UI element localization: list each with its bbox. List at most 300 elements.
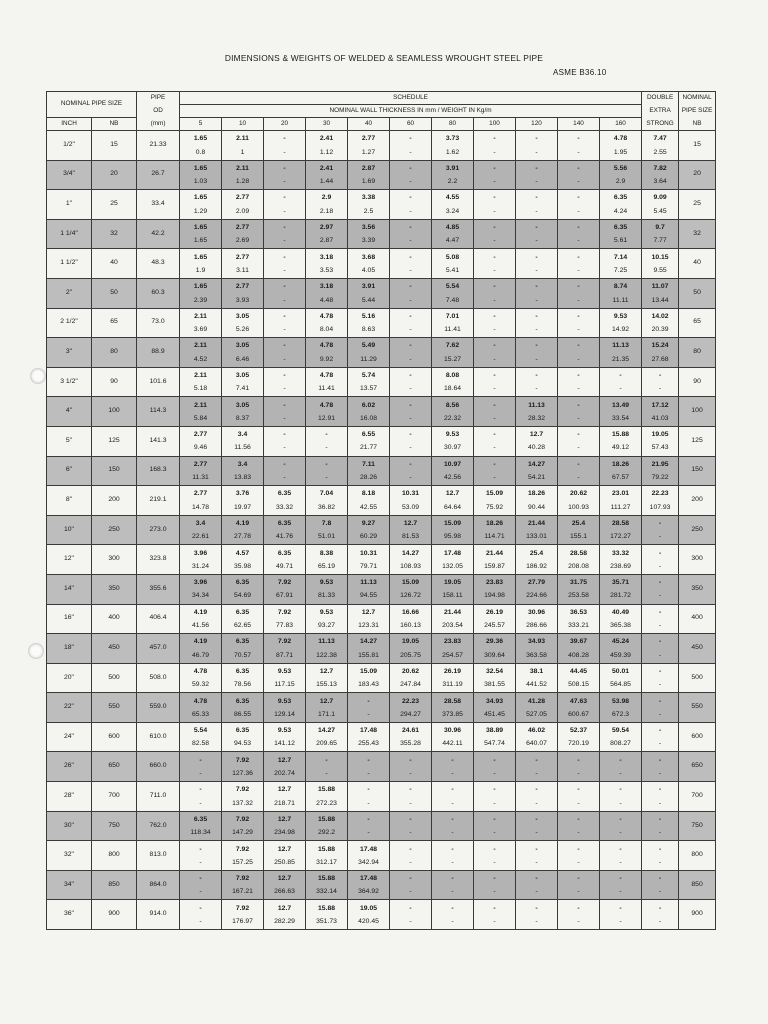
thickness-cell: -: [264, 426, 306, 442]
weight-cell: 155.13: [306, 679, 348, 693]
thickness-cell: -: [432, 782, 474, 798]
table-row: [47, 604, 716, 620]
weight-cell: -: [558, 916, 600, 930]
thickness-cell: 23.83: [474, 574, 516, 590]
weight-cell: 62.65: [222, 620, 264, 634]
weight-cell: 141.12: [264, 738, 306, 752]
od-cell: 48.3: [137, 249, 180, 279]
thickness-cell: -: [390, 752, 432, 768]
weight-cell: -: [348, 827, 390, 841]
thickness-cell: 4.78: [180, 663, 222, 679]
nb-cell: 400: [92, 604, 137, 634]
weight-cell: 49.12: [600, 442, 642, 456]
nb-cell: 250: [92, 515, 137, 545]
thickness-cell: -: [474, 870, 516, 886]
thickness-cell: -: [264, 338, 306, 354]
thickness-cell: 7.01: [432, 308, 474, 324]
inch-cell: 18": [47, 634, 92, 664]
weight-cell: -: [390, 886, 432, 900]
weight-cell: 114.71: [474, 531, 516, 545]
thickness-cell: 14.27: [306, 722, 348, 738]
thickness-cell: 19.05: [348, 900, 390, 916]
thickness-cell: 9.53: [264, 693, 306, 709]
od-cell: 406.4: [137, 604, 180, 634]
thickness-cell: -: [390, 397, 432, 413]
xs-weight-cell: -: [642, 857, 679, 871]
thickness-cell: -: [390, 841, 432, 857]
thickness-cell: 4.57: [222, 545, 264, 561]
weight-cell: 312.17: [306, 857, 348, 871]
weight-cell: 1.95: [600, 146, 642, 160]
thickness-cell: 8.38: [306, 545, 348, 561]
xs-weight-cell: -: [642, 649, 679, 663]
weight-cell: -: [180, 797, 222, 811]
nb-cell: 800: [92, 841, 137, 871]
thickness-cell: -: [390, 426, 432, 442]
thickness-cell: -: [474, 131, 516, 147]
thickness-cell: 26.19: [432, 663, 474, 679]
thickness-cell: -: [264, 190, 306, 206]
weight-cell: 1.65: [180, 235, 222, 249]
weight-cell: 5.44: [348, 294, 390, 308]
thickness-cell: 7.92: [222, 841, 264, 857]
od-cell: 813.0: [137, 841, 180, 871]
weight-cell: 286.66: [516, 620, 558, 634]
thickness-cell: -: [558, 811, 600, 827]
thickness-cell: 9.53: [306, 574, 348, 590]
thickness-cell: 14.27: [516, 456, 558, 472]
nb-cell: 650: [92, 752, 137, 782]
nominal-pipe-size-right-header-3: NB: [679, 118, 716, 131]
nb-right-cell: 300: [679, 545, 716, 575]
xs-thickness-cell: -: [642, 545, 679, 561]
weight-cell: 155.1: [558, 531, 600, 545]
schedule-col-header: 120: [516, 118, 558, 131]
od-cell: 610.0: [137, 722, 180, 752]
xs-weight-cell: 9.55: [642, 265, 679, 279]
weight-cell: -: [558, 353, 600, 367]
thickness-cell: 15.88: [306, 870, 348, 886]
weight-cell: -: [180, 886, 222, 900]
weight-cell: 159.87: [474, 561, 516, 575]
nb-right-cell: 500: [679, 663, 716, 693]
nb-cell: 15: [92, 131, 137, 161]
od-cell: 355.6: [137, 574, 180, 604]
inch-cell: 28": [47, 782, 92, 812]
weight-cell: -: [600, 886, 642, 900]
thickness-cell: 7.04: [306, 486, 348, 502]
table-row: [47, 456, 716, 472]
weight-cell: 2.2: [432, 176, 474, 190]
od-cell: 864.0: [137, 870, 180, 900]
thickness-cell: 3.4: [222, 456, 264, 472]
thickness-cell: -: [516, 308, 558, 324]
weight-cell: 60.29: [348, 531, 390, 545]
weight-cell: -: [474, 442, 516, 456]
table-row: [47, 338, 716, 354]
thickness-cell: -: [516, 782, 558, 798]
weight-cell: -: [390, 235, 432, 249]
inch-cell: 14": [47, 574, 92, 604]
xs-weight-cell: -: [642, 620, 679, 634]
thickness-cell: 31.75: [558, 574, 600, 590]
od-cell: 101.6: [137, 367, 180, 397]
weight-cell: 127.36: [222, 768, 264, 782]
thickness-cell: -: [600, 900, 642, 916]
thickness-cell: 4.85: [432, 219, 474, 235]
schedule-col-header: 30: [306, 118, 348, 131]
weight-cell: 2.9: [600, 176, 642, 190]
weight-cell: 3.69: [180, 324, 222, 338]
nb-cell: 500: [92, 663, 137, 693]
xs-thickness-cell: -: [642, 841, 679, 857]
thickness-cell: -: [390, 249, 432, 265]
weight-cell: 672.3: [600, 709, 642, 723]
xs-weight-cell: -: [642, 886, 679, 900]
inch-cell: 26": [47, 752, 92, 782]
thickness-cell: -: [474, 811, 516, 827]
thickness-cell: 2.11: [180, 367, 222, 383]
thickness-cell: 7.14: [600, 249, 642, 265]
od-cell: 26.7: [137, 160, 180, 190]
weight-cell: -: [474, 768, 516, 782]
weight-cell: 203.54: [432, 620, 474, 634]
thickness-cell: -: [264, 278, 306, 294]
weight-cell: 79.71: [348, 561, 390, 575]
xs-weight-cell: 27.68: [642, 353, 679, 367]
weight-cell: -: [474, 265, 516, 279]
weight-cell: 42.55: [348, 501, 390, 515]
thickness-cell: 2.77: [222, 190, 264, 206]
xs-weight-cell: -: [642, 768, 679, 782]
nb-cell: 32: [92, 219, 137, 249]
nb-right-cell: 20: [679, 160, 716, 190]
weight-cell: -: [432, 768, 474, 782]
weight-cell: -: [474, 205, 516, 219]
thickness-cell: 11.13: [516, 397, 558, 413]
thickness-cell: 7.11: [348, 456, 390, 472]
od-cell: 60.3: [137, 278, 180, 308]
weight-cell: 4.52: [180, 353, 222, 367]
thickness-cell: -: [390, 131, 432, 147]
weight-cell: 123.31: [348, 620, 390, 634]
thickness-cell: -: [180, 870, 222, 886]
od-cell: 711.0: [137, 782, 180, 812]
weight-cell: -: [390, 916, 432, 930]
weight-cell: 81.53: [390, 531, 432, 545]
nb-cell: 65: [92, 308, 137, 338]
weight-cell: 65.19: [306, 561, 348, 575]
nb-cell: 90: [92, 367, 137, 397]
thickness-cell: 21.44: [432, 604, 474, 620]
thickness-cell: 7.92: [264, 634, 306, 650]
nb-right-cell: 100: [679, 397, 716, 427]
thickness-cell: 7.92: [264, 574, 306, 590]
weight-cell: 7.25: [600, 265, 642, 279]
thickness-cell: 2.87: [348, 160, 390, 176]
weight-cell: 34.34: [180, 590, 222, 604]
thickness-cell: 2.77: [180, 456, 222, 472]
weight-cell: -: [516, 857, 558, 871]
xs-thickness-cell: 21.95: [642, 456, 679, 472]
weight-cell: -: [348, 797, 390, 811]
weight-cell: -: [558, 205, 600, 219]
weight-cell: 3.39: [348, 235, 390, 249]
nb-right-cell: 700: [679, 782, 716, 812]
xs-thickness-cell: 7.47: [642, 131, 679, 147]
weight-cell: 459.39: [600, 649, 642, 663]
nb-cell: 100: [92, 397, 137, 427]
table-body: [47, 131, 716, 930]
thickness-cell: 29.36: [474, 634, 516, 650]
thickness-cell: 33.32: [600, 545, 642, 561]
weight-cell: 364.92: [348, 886, 390, 900]
thickness-cell: -: [474, 308, 516, 324]
weight-cell: -: [558, 472, 600, 486]
thickness-cell: 6.55: [348, 426, 390, 442]
thickness-cell: 12.7: [264, 870, 306, 886]
nominal-pipe-size-right-header: NOMINAL: [679, 92, 716, 105]
table-row: [47, 131, 716, 147]
weight-cell: -: [474, 146, 516, 160]
schedule-col-header: 100: [474, 118, 516, 131]
weight-cell: 86.55: [222, 709, 264, 723]
thickness-cell: -: [516, 131, 558, 147]
nb-cell: 20: [92, 160, 137, 190]
thickness-cell: -: [558, 367, 600, 383]
thickness-cell: -: [516, 249, 558, 265]
thickness-cell: 3.18: [306, 249, 348, 265]
thickness-cell: 11.13: [306, 634, 348, 650]
weight-cell: -: [432, 886, 474, 900]
weight-cell: 176.97: [222, 916, 264, 930]
thickness-cell: 3.96: [180, 574, 222, 590]
thickness-cell: -: [390, 308, 432, 324]
weight-cell: 2.69: [222, 235, 264, 249]
nb-right-cell: 25: [679, 190, 716, 220]
thickness-cell: 2.11: [222, 160, 264, 176]
weight-cell: 194.98: [474, 590, 516, 604]
schedule-col-header: 140: [558, 118, 600, 131]
weight-cell: 108.93: [390, 561, 432, 575]
weight-cell: -: [264, 294, 306, 308]
od-cell: 508.0: [137, 663, 180, 693]
thickness-cell: -: [516, 367, 558, 383]
nb-cell: 850: [92, 870, 137, 900]
xs-thickness-cell: 7.82: [642, 160, 679, 176]
inch-cell: 16": [47, 604, 92, 634]
schedule-col-header: 20: [264, 118, 306, 131]
thickness-cell: 6.35: [222, 663, 264, 679]
xs-thickness-cell: -: [642, 752, 679, 768]
od-cell: 914.0: [137, 900, 180, 930]
weight-cell: 94.53: [222, 738, 264, 752]
double-extra-strong-header-2: EXTRA: [642, 105, 679, 118]
thickness-cell: 32.54: [474, 663, 516, 679]
thickness-cell: 3.05: [222, 308, 264, 324]
weight-cell: -: [600, 857, 642, 871]
xs-thickness-cell: -: [642, 634, 679, 650]
inch-cell: 2 1/2": [47, 308, 92, 338]
weight-cell: 365.38: [600, 620, 642, 634]
thickness-cell: -: [516, 160, 558, 176]
xs-thickness-cell: -: [642, 782, 679, 798]
thickness-cell: 16.66: [390, 604, 432, 620]
weight-cell: 202.74: [264, 768, 306, 782]
nb-cell: 150: [92, 456, 137, 486]
xs-weight-cell: -: [642, 383, 679, 397]
weight-cell: 129.14: [264, 709, 306, 723]
thickness-cell: -: [390, 367, 432, 383]
weight-cell: -: [516, 176, 558, 190]
weight-cell: -: [558, 886, 600, 900]
thickness-cell: -: [180, 900, 222, 916]
thickness-cell: -: [474, 752, 516, 768]
weight-cell: 122.38: [306, 649, 348, 663]
table-row: [47, 811, 716, 827]
nb-right-cell: 750: [679, 811, 716, 841]
weight-cell: 15.27: [432, 353, 474, 367]
thickness-cell: 3.56: [348, 219, 390, 235]
weight-cell: -: [264, 353, 306, 367]
thickness-cell: 7.92: [222, 752, 264, 768]
weight-cell: 564.85: [600, 679, 642, 693]
table-row: [47, 308, 716, 324]
thickness-cell: -: [264, 131, 306, 147]
weight-cell: 18.64: [432, 383, 474, 397]
thickness-cell: 5.74: [348, 367, 390, 383]
xs-thickness-cell: 14.02: [642, 308, 679, 324]
weight-cell: -: [558, 857, 600, 871]
thickness-cell: -: [558, 160, 600, 176]
weight-cell: -: [558, 413, 600, 427]
xs-thickness-cell: -: [642, 693, 679, 709]
xs-weight-cell: 5.45: [642, 205, 679, 219]
weight-cell: 1.27: [348, 146, 390, 160]
xs-weight-cell: -: [642, 797, 679, 811]
thickness-cell: 2.77: [222, 278, 264, 294]
weight-cell: 292.2: [306, 827, 348, 841]
xs-weight-cell: -: [642, 679, 679, 693]
weight-cell: 171.1: [306, 709, 348, 723]
thickness-cell: 3.68: [348, 249, 390, 265]
weight-cell: 19.97: [222, 501, 264, 515]
thickness-cell: 23.83: [432, 634, 474, 650]
inch-cell: 24": [47, 722, 92, 752]
weight-cell: 224.66: [516, 590, 558, 604]
thickness-cell: 15.09: [432, 515, 474, 531]
od-cell: 88.9: [137, 338, 180, 368]
weight-cell: 333.21: [558, 620, 600, 634]
weight-cell: 87.71: [264, 649, 306, 663]
thickness-cell: 2.77: [348, 131, 390, 147]
thickness-cell: -: [474, 782, 516, 798]
inch-cell: 3 1/2": [47, 367, 92, 397]
weight-cell: 272.23: [306, 797, 348, 811]
thickness-cell: 39.67: [558, 634, 600, 650]
xs-weight-cell: 13.44: [642, 294, 679, 308]
table-row: [47, 367, 716, 383]
weight-cell: 46.79: [180, 649, 222, 663]
thickness-cell: 14.27: [348, 634, 390, 650]
weight-cell: -: [390, 413, 432, 427]
thickness-cell: 7.92: [222, 900, 264, 916]
thickness-cell: 4.78: [306, 338, 348, 354]
xs-weight-cell: -: [642, 561, 679, 575]
thickness-cell: 19.05: [390, 634, 432, 650]
weight-cell: 147.29: [222, 827, 264, 841]
weight-cell: -: [474, 916, 516, 930]
weight-cell: -: [474, 176, 516, 190]
weight-cell: -: [432, 827, 474, 841]
weight-cell: -: [348, 709, 390, 723]
weight-cell: 51.01: [306, 531, 348, 545]
thickness-cell: 18.26: [600, 456, 642, 472]
thickness-cell: 6.35: [222, 574, 264, 590]
thickness-cell: 52.37: [558, 722, 600, 738]
table-row: [47, 574, 716, 590]
weight-cell: -: [558, 324, 600, 338]
table-row: [47, 426, 716, 442]
weight-cell: 65.33: [180, 709, 222, 723]
od-cell: 114.3: [137, 397, 180, 427]
table-row: [47, 722, 716, 738]
weight-cell: 247.84: [390, 679, 432, 693]
thickness-cell: 7.8: [306, 515, 348, 531]
thickness-cell: 6.35: [264, 515, 306, 531]
thickness-cell: 8.18: [348, 486, 390, 502]
table-row: [47, 219, 716, 235]
weight-cell: 30.97: [432, 442, 474, 456]
nb-cell: 80: [92, 338, 137, 368]
weight-cell: 351.73: [306, 916, 348, 930]
thickness-cell: -: [432, 900, 474, 916]
table-row: [47, 782, 716, 798]
table-row: [47, 663, 716, 679]
weight-cell: 75.92: [474, 501, 516, 515]
nb-right-cell: 15: [679, 131, 716, 161]
weight-cell: 11.31: [180, 472, 222, 486]
od-cell: 323.8: [137, 545, 180, 575]
od-cell: 660.0: [137, 752, 180, 782]
nb-cell: 600: [92, 722, 137, 752]
weight-cell: 1.9: [180, 265, 222, 279]
nominal-pipe-size-right-header-2: PIPE SIZE: [679, 105, 716, 118]
thickness-cell: 12.7: [264, 752, 306, 768]
thickness-cell: 26.19: [474, 604, 516, 620]
weight-cell: -: [390, 768, 432, 782]
weight-cell: 14.92: [600, 324, 642, 338]
thickness-cell: -: [348, 782, 390, 798]
weight-cell: -: [264, 442, 306, 456]
inch-cell: 10": [47, 515, 92, 545]
weight-cell: -: [474, 294, 516, 308]
thickness-cell: 47.63: [558, 693, 600, 709]
inch-cell: 36": [47, 900, 92, 930]
weight-cell: 155.81: [348, 649, 390, 663]
weight-cell: 250.85: [264, 857, 306, 871]
thickness-cell: 15.88: [306, 841, 348, 857]
od-cell: 73.0: [137, 308, 180, 338]
thickness-cell: 6.35: [222, 722, 264, 738]
table-row: [47, 486, 716, 502]
nb-cell: 350: [92, 574, 137, 604]
thickness-cell: 53.98: [600, 693, 642, 709]
weight-cell: -: [600, 797, 642, 811]
schedule-col-header: 80: [432, 118, 474, 131]
thickness-cell: -: [516, 811, 558, 827]
weight-cell: 42.56: [432, 472, 474, 486]
